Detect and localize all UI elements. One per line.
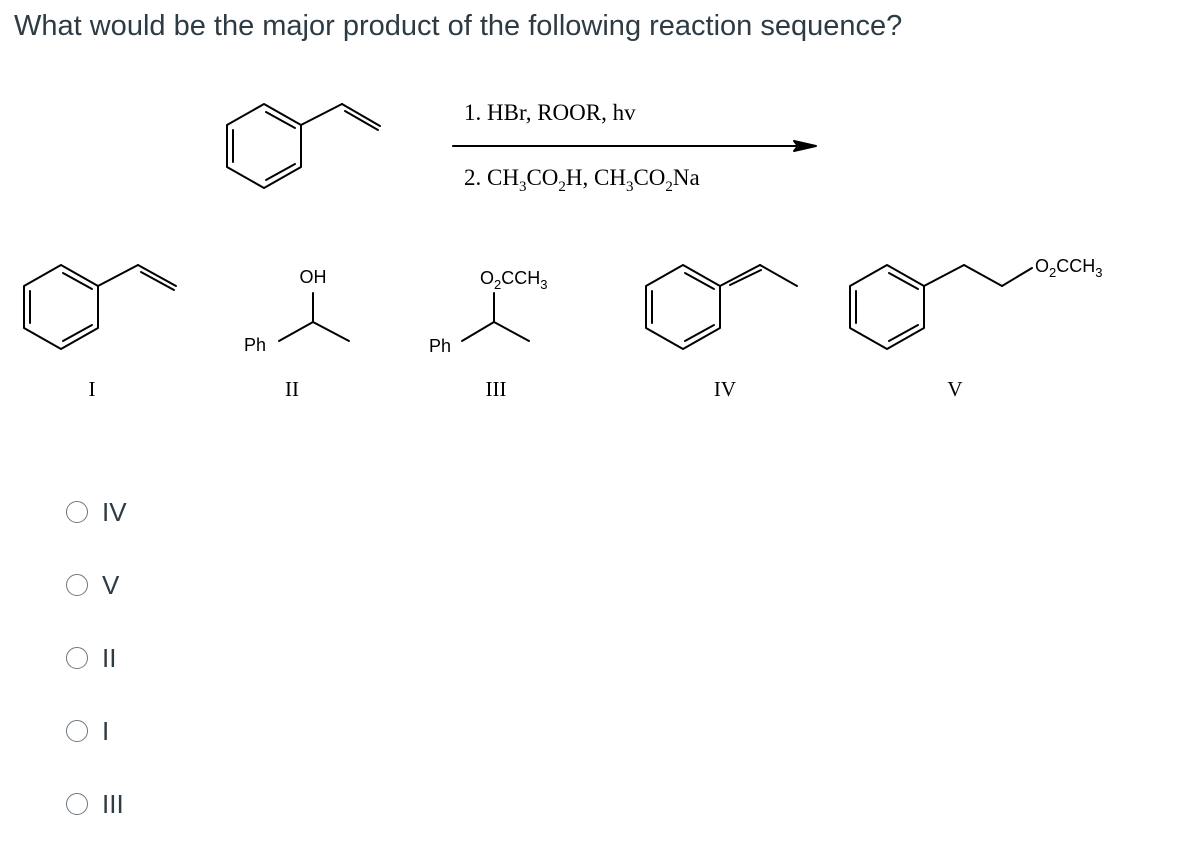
- reagent-step-1: 1. HBr, ROOR, hv: [464, 100, 636, 125]
- question-text: What would be the major product of the following reaction sequence?: [14, 10, 903, 42]
- structure-I-label: I: [88, 377, 96, 401]
- structure-II-hydroxyl-label: OH: [299, 267, 327, 287]
- structure-IV-label: IV: [713, 377, 737, 401]
- structure-III-phenyl-label: Ph: [429, 336, 452, 356]
- option-label: I: [102, 716, 110, 746]
- structure-V-acetate-label: $O_2CCH_3$: [1035, 256, 1103, 280]
- structure-III-acetate-label: $O_2CCH_3$: [480, 268, 548, 292]
- option-I[interactable]: [66, 711, 109, 751]
- option-II[interactable]: [66, 638, 116, 678]
- radio-button[interactable]: [66, 720, 88, 742]
- structure-II-phenyl-label: Ph: [244, 335, 267, 355]
- starting-material-styrene: [227, 104, 380, 188]
- reaction-arrow: [453, 141, 816, 151]
- radio-button[interactable]: [66, 501, 88, 523]
- option-label: IV: [102, 497, 127, 527]
- option-label: II: [102, 643, 117, 673]
- structure-IV: [646, 265, 797, 349]
- option-label: V: [102, 570, 120, 600]
- structure-II-label: II: [285, 377, 299, 401]
- structure-V-label: V: [947, 377, 963, 401]
- option-IV[interactable]: [66, 492, 127, 532]
- structure-II-skeleton: [279, 293, 349, 341]
- structure-III-skeleton: [462, 293, 529, 341]
- option-V[interactable]: [66, 565, 119, 605]
- option-label: III: [102, 789, 124, 819]
- structure-III-label: III: [485, 377, 507, 401]
- structure-V: [850, 265, 1032, 349]
- structure-I: [24, 265, 176, 349]
- option-III[interactable]: [66, 784, 124, 824]
- radio-button[interactable]: [66, 647, 88, 669]
- radio-button[interactable]: [66, 574, 88, 596]
- reagent-step-2: 2. $CH_3CO_2H$, $CH_3CO_2Na$: [464, 165, 700, 195]
- radio-button[interactable]: [66, 793, 88, 815]
